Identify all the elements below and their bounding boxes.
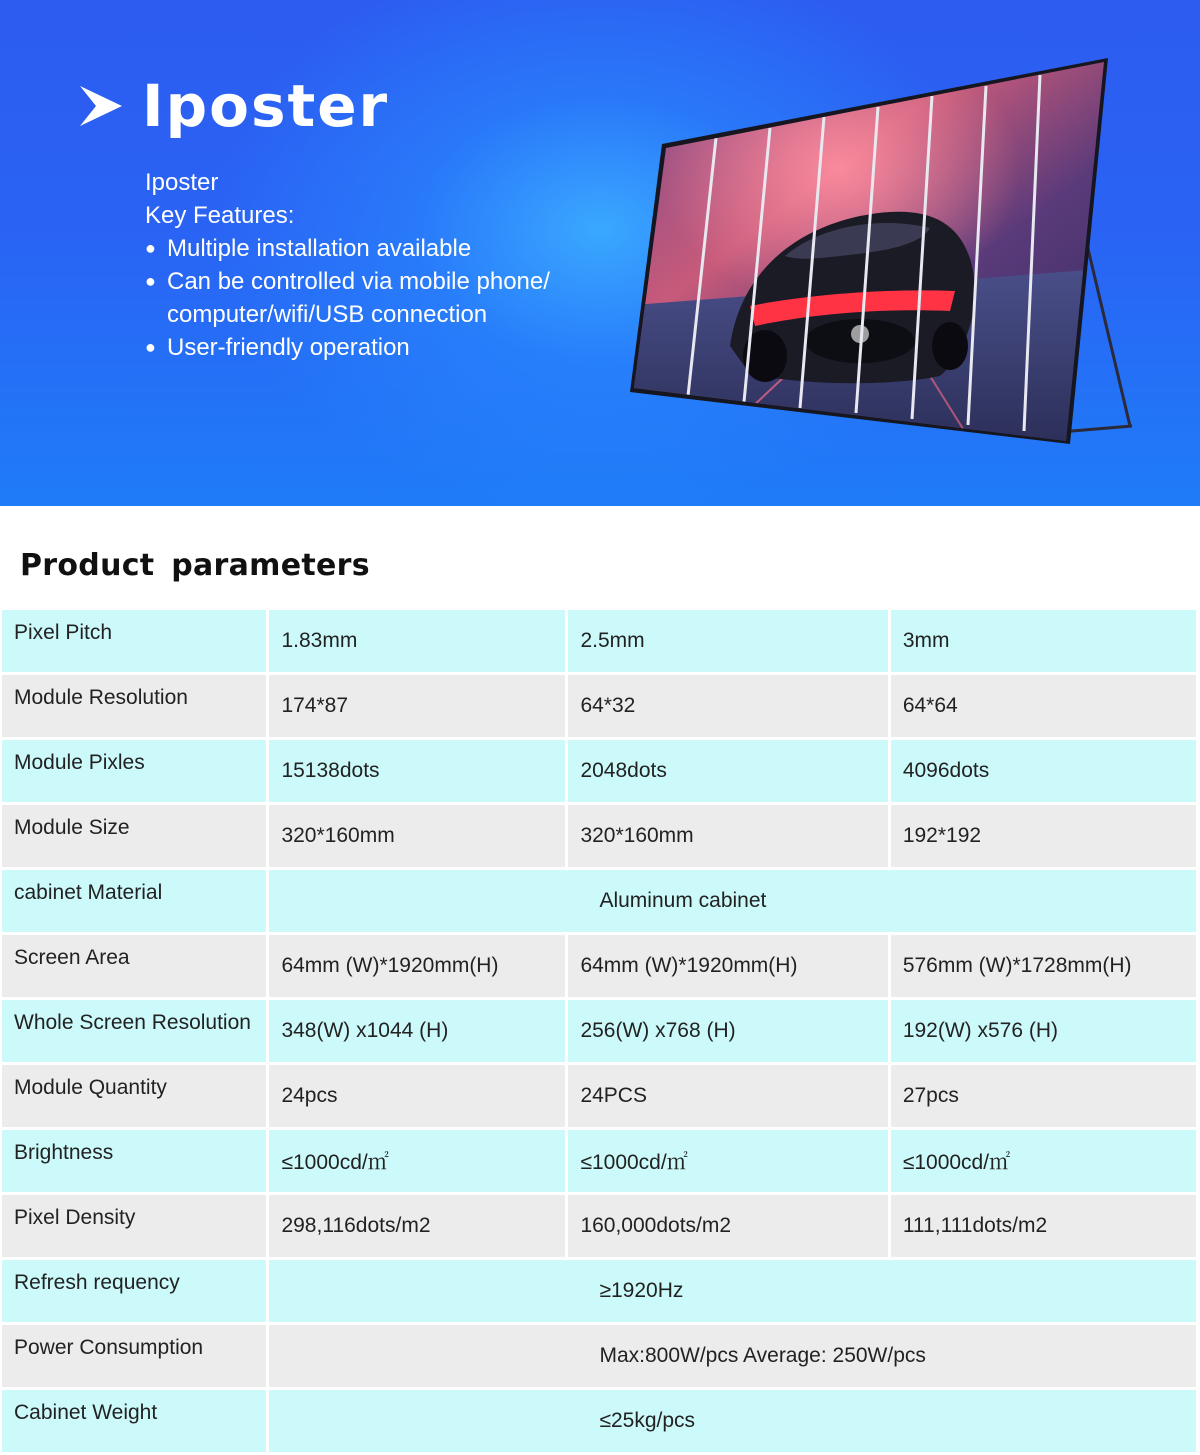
param-label: Module Size (2, 805, 266, 867)
param-label: Module Pixles (2, 740, 266, 802)
feature-text: User-friendly operation (167, 334, 410, 361)
param-value: 174*87 (269, 675, 565, 737)
param-value: 15138dots (269, 740, 565, 802)
hero-banner (0, 0, 1200, 506)
param-label: Pixel Pitch (2, 610, 266, 672)
param-label: Pixel Density (2, 1195, 266, 1257)
table-row (2, 805, 1196, 867)
param-value: 111,111dots/m2 (891, 1195, 1196, 1257)
param-label: Whole Screen Resolution (2, 1000, 266, 1062)
features-heading: Key Features: (145, 202, 295, 229)
table-row (2, 1260, 1196, 1322)
param-value: ≤1000cd/㎡ (568, 1130, 887, 1192)
param-value: 298,116dots/m2 (269, 1195, 565, 1257)
table-row (2, 935, 1196, 997)
feature-text: Can be controlled via mobile phone/ (167, 268, 550, 295)
param-value: Max:800W/pcs Average: 250W/pcs (269, 1325, 1196, 1387)
param-value: 320*160mm (568, 805, 887, 867)
table-row (2, 1195, 1196, 1257)
feature-item (145, 331, 550, 364)
param-value: 27pcs (891, 1065, 1196, 1127)
feature-text: computer/wifi/USB connection (167, 301, 488, 328)
param-label: Screen Area (2, 935, 266, 997)
table-row (2, 740, 1196, 802)
param-label: cabinet Material (2, 870, 266, 932)
param-value: 2048dots (568, 740, 887, 802)
product-description (145, 166, 550, 364)
param-value: ≤1000cd/㎡ (269, 1130, 565, 1192)
product-subtitle: Iposter (145, 169, 219, 196)
param-label: Brightness (2, 1130, 266, 1192)
features-list (145, 232, 550, 364)
param-value: 4096dots (891, 740, 1196, 802)
parameters-table (0, 607, 1199, 1455)
param-value: 64*64 (891, 675, 1196, 737)
section-title: Product parameters (20, 548, 370, 583)
param-value: ≤25kg/pcs (269, 1390, 1196, 1452)
table-row (2, 1000, 1196, 1062)
bullet-icon: ● (145, 337, 156, 357)
param-value: 1.83mm (269, 610, 565, 672)
table-row (2, 870, 1196, 932)
param-value: 2.5mm (568, 610, 887, 672)
param-value: 64mm (W)*1920mm(H) (269, 935, 565, 997)
table-row (2, 1390, 1196, 1452)
param-value: 192(W) x576 (H) (891, 1000, 1196, 1062)
param-value: 24pcs (269, 1065, 565, 1127)
arrow-right-icon (80, 86, 122, 126)
param-value: 24PCS (568, 1065, 887, 1127)
bullet-icon: ● (145, 271, 156, 291)
table-row (2, 1065, 1196, 1127)
param-value: ≤1000cd/㎡ (891, 1130, 1196, 1192)
table-row (2, 675, 1196, 737)
param-value: 3mm (891, 610, 1196, 672)
param-label: Power Consumption (2, 1325, 266, 1387)
bullet-icon: ● (145, 238, 156, 258)
param-value: 192*192 (891, 805, 1196, 867)
feature-item (145, 232, 550, 265)
param-value: 160,000dots/m2 (568, 1195, 887, 1257)
product-title: Iposter (142, 72, 390, 140)
param-value: 256(W) x768 (H) (568, 1000, 887, 1062)
param-value: 320*160mm (269, 805, 565, 867)
param-value: 64mm (W)*1920mm(H) (568, 935, 887, 997)
param-value: 64*32 (568, 675, 887, 737)
param-label: Module Quantity (2, 1065, 266, 1127)
table-row (2, 1130, 1196, 1192)
table-row (2, 1325, 1196, 1387)
param-label: Refresh requency (2, 1260, 266, 1322)
param-value: ≥1920Hz (269, 1260, 1196, 1322)
led-poster-image (620, 56, 1140, 456)
param-label: Cabinet Weight (2, 1390, 266, 1452)
param-value: 348(W) x1044 (H) (269, 1000, 565, 1062)
param-label: Module Resolution (2, 675, 266, 737)
param-value: Aluminum cabinet (269, 870, 1196, 932)
feature-item (145, 265, 550, 331)
feature-text: Multiple installation available (167, 235, 472, 262)
table-row (2, 610, 1196, 672)
param-value: 576mm (W)*1728mm(H) (891, 935, 1196, 997)
